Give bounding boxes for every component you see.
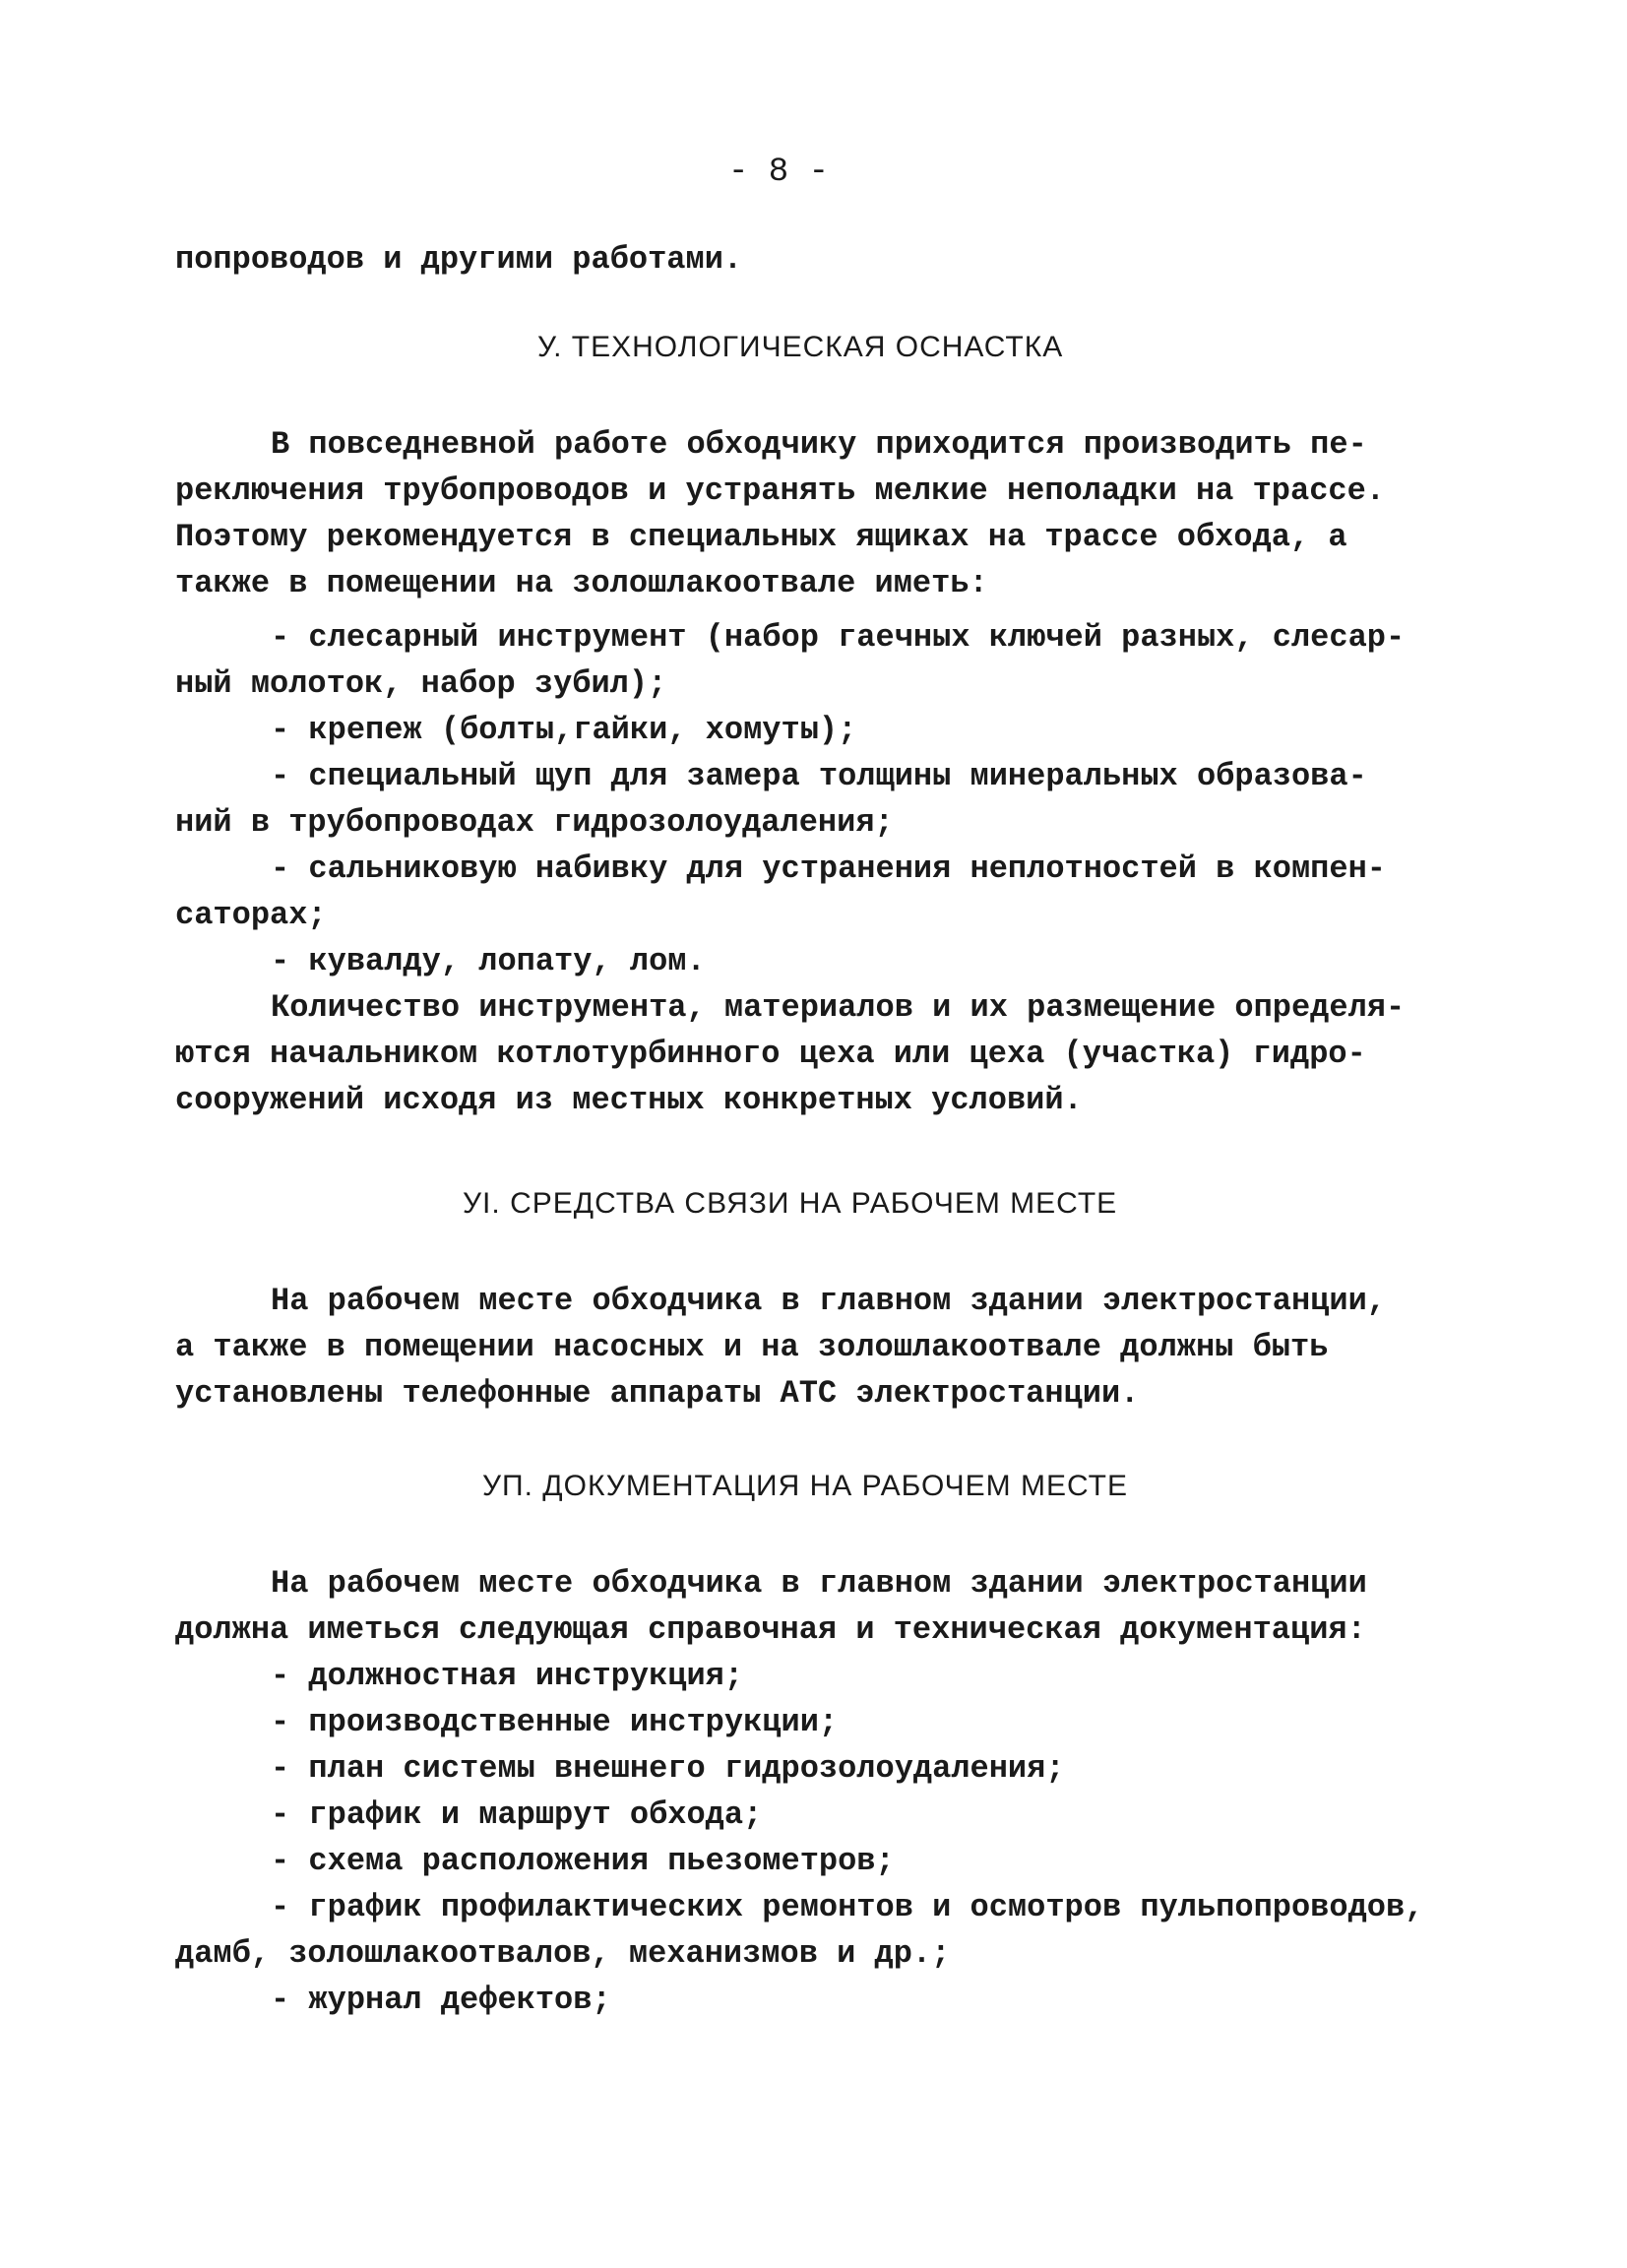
section-heading-6: УI. СРЕДСТВА СВЯЗИ НА РАБОЧЕМ МЕСТЕ (463, 1187, 1118, 1220)
text-line: установлены телефонные аппараты АТС электростанции. (175, 1375, 1140, 1412)
text-line: ются начальником котлотурбинного цеха или цеха (участка) гидро- (175, 1036, 1366, 1072)
list-item: - схема расположения пьезометров; (271, 1843, 895, 1879)
list-item: - график и маршрут обхода; (271, 1796, 763, 1833)
text-line: - кувалду, лопату, лом. (271, 943, 706, 979)
text-line: На рабочем месте обходчика в главном здании электростанции (271, 1565, 1367, 1602)
text-line: - слесарный инструмент (набор гаечных ключей разных, слесар- (271, 619, 1406, 656)
section-heading-5: У. ТЕХНОЛОГИЧЕСКАЯ ОСНАСТКА (537, 331, 1064, 363)
list-item: - должностная инструкция; (271, 1658, 744, 1694)
section-heading-7: УП. ДОКУМЕНТАЦИЯ НА РАБОЧЕМ МЕСТЕ (482, 1470, 1128, 1502)
text-line: саторах; (175, 897, 327, 933)
text-line: должна иметься следующая справочная и техническая документация: (175, 1611, 1366, 1648)
text-line: На рабочем месте обходчика в главном здании электростанции, (271, 1283, 1386, 1319)
list-item: дамб, золошлакоотвалов, механизмов и др.; (175, 1935, 951, 1972)
text-line: ний в трубопроводах гидрозолоудаления; (175, 804, 894, 841)
text-line: - крепеж (болты,гайки, хомуты); (271, 712, 857, 748)
text-line: Поэтому рекомендуется в специальных ящиках на трассе обхода, а (175, 519, 1347, 555)
text-line: сооружений исходя из местных конкретных условий. (175, 1082, 1083, 1118)
list-item: - план системы внешнего гидрозолоудаления; (271, 1750, 1065, 1787)
text-line: Количество инструмента, материалов и их размещение определя- (271, 989, 1406, 1026)
text-line: реключения трубопроводов и устранять мелкие неполадки на трассе. (175, 472, 1385, 509)
text-line: - специальный щуп для замера толщины минеральных образова- (271, 758, 1367, 794)
text-line: также в помещении на золошлакоотвале иметь: (175, 565, 988, 601)
text-line: а также в помещении насосных и на золошлакоотвале должны быть (175, 1329, 1329, 1365)
list-item: - журнал дефектов; (271, 1982, 611, 2018)
page-number: - 8 - (728, 154, 830, 191)
list-item: - график профилактических ремонтов и осмотров пульпопроводов, (271, 1889, 1424, 1925)
list-item: - производственные инструкции; (271, 1704, 839, 1740)
text-line: В повседневной работе обходчику приходится производить пе- (271, 426, 1367, 463)
text-line: - сальниковую набивку для устранения неплотностей в компен- (271, 850, 1386, 887)
text-line: попроводов и другими работами. (175, 241, 743, 278)
text-line: ный молоток, набор зубил); (175, 665, 667, 702)
